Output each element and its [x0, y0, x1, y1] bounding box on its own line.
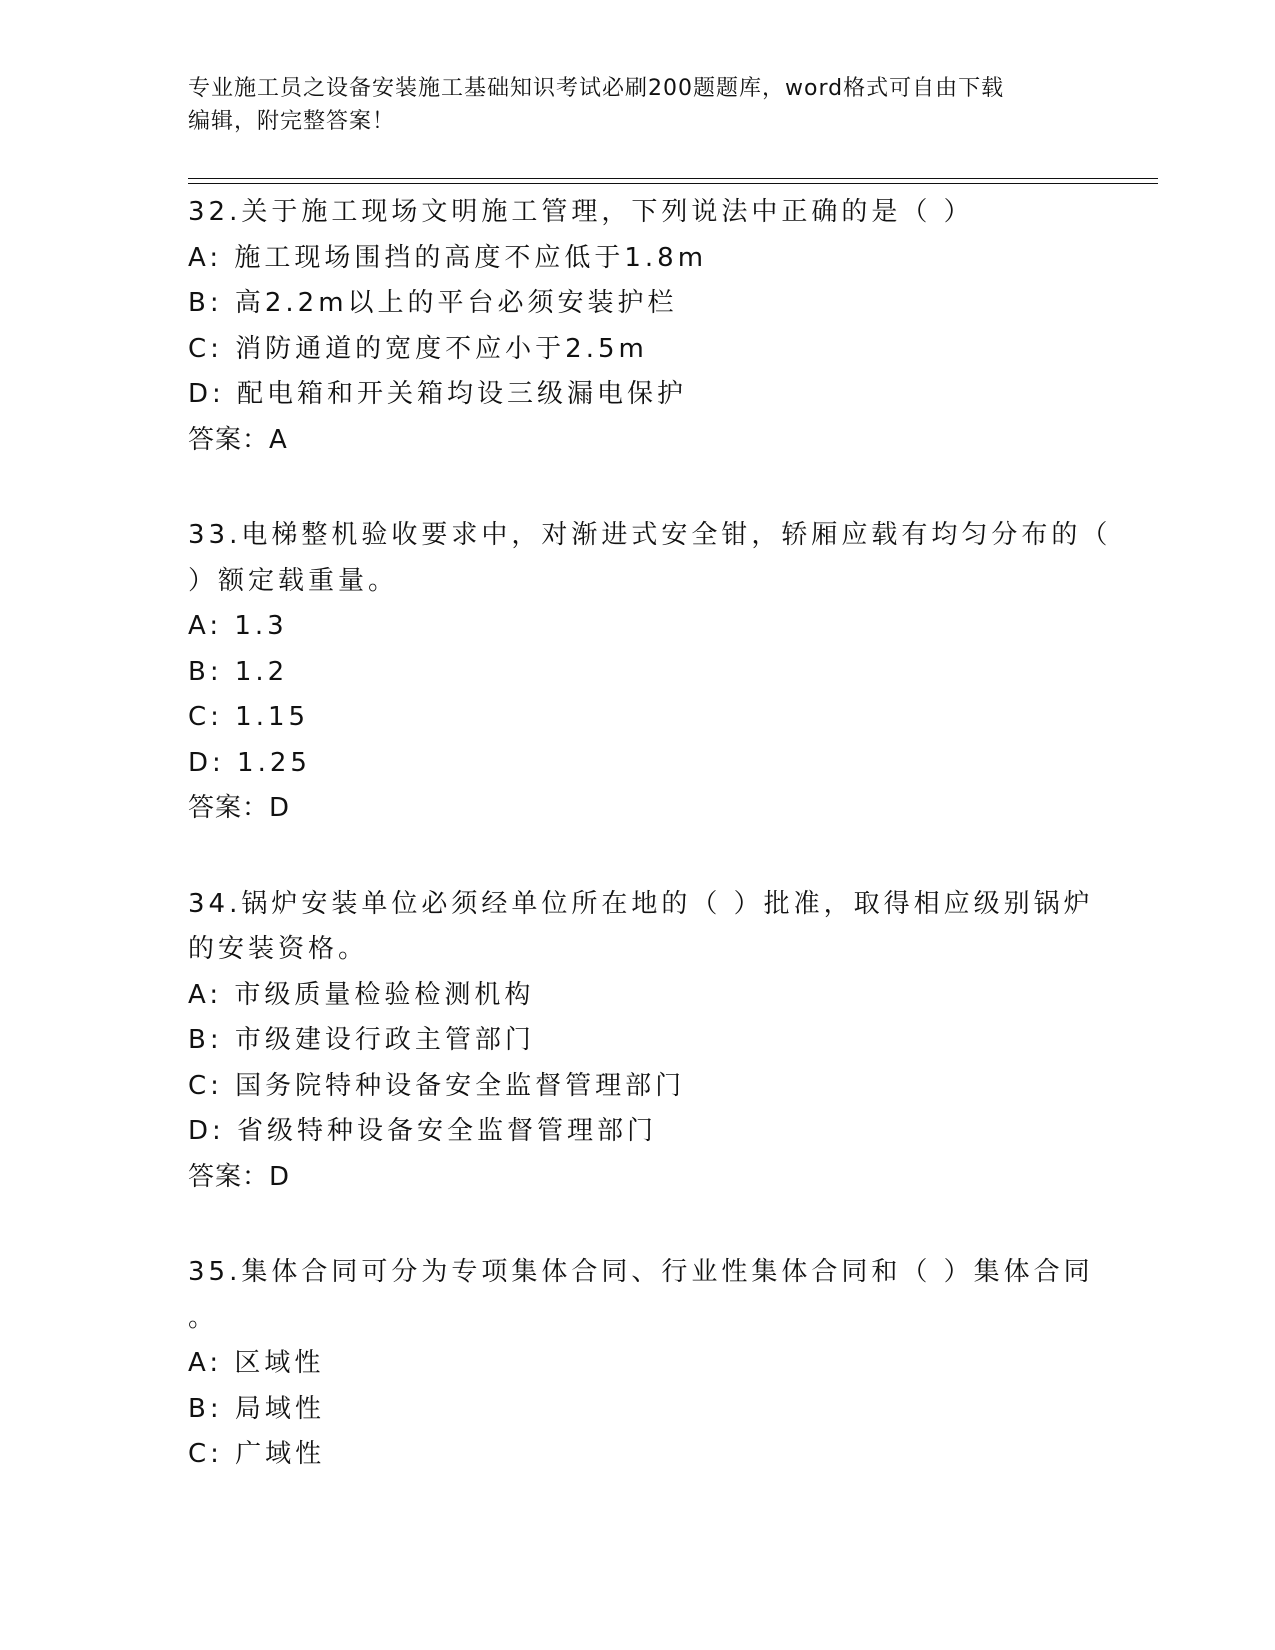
option-c: C: 1.15: [188, 702, 310, 732]
question-stem-continued: 。: [188, 1302, 219, 1333]
question-stem: 35.集体合同可分为专项集体合同、行业性集体合同和（ ）集体合同: [188, 1257, 1094, 1287]
header-title-line-2: 编辑，附完整答案！: [188, 109, 396, 134]
question-stem: 34.锅炉安装单位必须经单位所在地的（ ）批准，取得相应级别锅炉: [188, 888, 1094, 919]
option-c: C: 广域性: [188, 1439, 326, 1469]
question-stem: 33.电梯整机验收要求中，对渐进式安全钳，轿厢应载有均匀分布的（: [188, 520, 1112, 550]
option-d: D: 配电箱和开关箱均设三级漏电保护: [188, 379, 688, 409]
answer-label: 答案：A: [188, 424, 288, 455]
header-divider-top: [188, 178, 1158, 179]
option-a: A: 市级质量检验检测机构: [188, 979, 535, 1010]
option-d: D: 省级特种设备安全监督管理部门: [188, 1116, 658, 1146]
question-stem-continued: ）额定载重量。: [188, 565, 399, 596]
option-c: C: 国务院特种设备安全监督管理部门: [188, 1070, 686, 1101]
option-a: A: 施工现场围挡的高度不应低于1.8m: [188, 242, 708, 273]
question-stem: 32.关于施工现场文明施工管理，下列说法中正确的是（ ）: [188, 197, 974, 227]
header-title-line-1: 专业施工员之设备安装施工基础知识考试必刷200题题库，word格式可自由下载: [188, 76, 1005, 101]
question-stem-continued: 的安装资格。: [188, 934, 369, 964]
option-b: B: 1.2: [188, 656, 289, 687]
question-35: [188, 1250, 1094, 1478]
option-d: D: 1.25: [188, 747, 311, 778]
question-34: [188, 882, 1094, 1201]
answer-label: 答案：D: [188, 1161, 291, 1192]
option-c: C: 消防通道的宽度不应小于2.5m: [188, 333, 648, 364]
header-divider-bottom: [188, 183, 1158, 184]
question-32: [188, 190, 1088, 463]
option-b: B: 市级建设行政主管部门: [188, 1025, 535, 1055]
answer-label: 答案：D: [188, 793, 291, 823]
option-b: B: 高2.2m以上的平台必须安装护栏: [188, 288, 678, 318]
question-33: [188, 513, 1112, 832]
option-a: A: 区域性: [188, 1348, 325, 1378]
document-header: [188, 72, 1088, 138]
question-list: [188, 190, 1112, 1528]
option-b: B: 局域性: [188, 1393, 325, 1424]
option-a: A: 1.3: [188, 611, 288, 641]
